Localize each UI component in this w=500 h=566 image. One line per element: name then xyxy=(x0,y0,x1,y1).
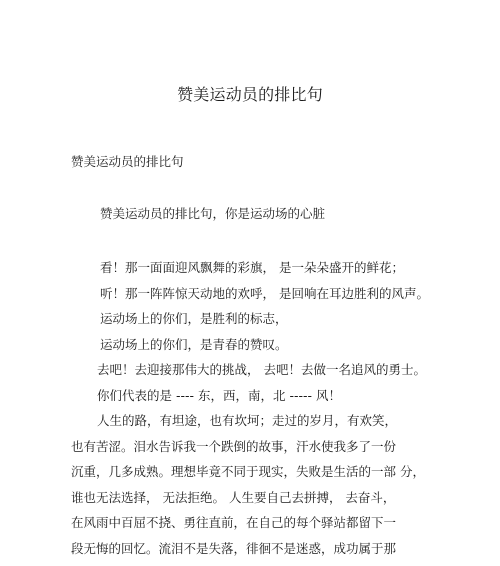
text-line: 也有苦涩。泪水告诉我一个跌倒的故事，汗水使我多了一份 xyxy=(71,438,397,454)
text-line: 谁也无法选择， 无法拒绝。 人生要自己去拼搏， 去奋斗， xyxy=(71,489,396,505)
text-line: 运动场上的你们，是胜利的标志， xyxy=(100,311,288,326)
intro-line: 赞美运动员的排比句，你是运动场的心脏 xyxy=(100,206,326,221)
body-text xyxy=(0,259,500,565)
section-heading: 赞美运动员的排比句 xyxy=(71,154,184,169)
text-line: 段无悔的回忆。流泪不是失落，徘徊不是迷惑，成功属于那 xyxy=(71,540,397,556)
text-line: 人生的路，有坦途，也有坎坷；走过的岁月，有欢笑， xyxy=(97,413,398,428)
text-line: 去吧！去迎接那伟大的挑战， 去吧！去做一名追风的勇士。 xyxy=(97,362,426,377)
text-line: 运动场上的你们，是青春的赞叹。 xyxy=(100,336,288,352)
text-line: 看！那一面面迎风飘舞的彩旗， 是一朵朵盛开的鲜花； xyxy=(100,260,404,275)
page-title: 赞美运动员的排比句 xyxy=(177,85,323,104)
text-line: 听！那一阵阵惊天动地的欢呼， 是回响在耳边胜利的风声。 xyxy=(100,285,429,301)
text-line: 沉重，几多成熟。理想毕竟不同于现实，失败是生活的一部 分， xyxy=(71,464,425,479)
text-line: 你们代表的是 ---- 东，西，南，北 ----- 风！ xyxy=(97,387,341,403)
text-line: 在风雨中百屈不挠、勇往直前，在自己的每个驿站都留下一 xyxy=(71,515,397,530)
